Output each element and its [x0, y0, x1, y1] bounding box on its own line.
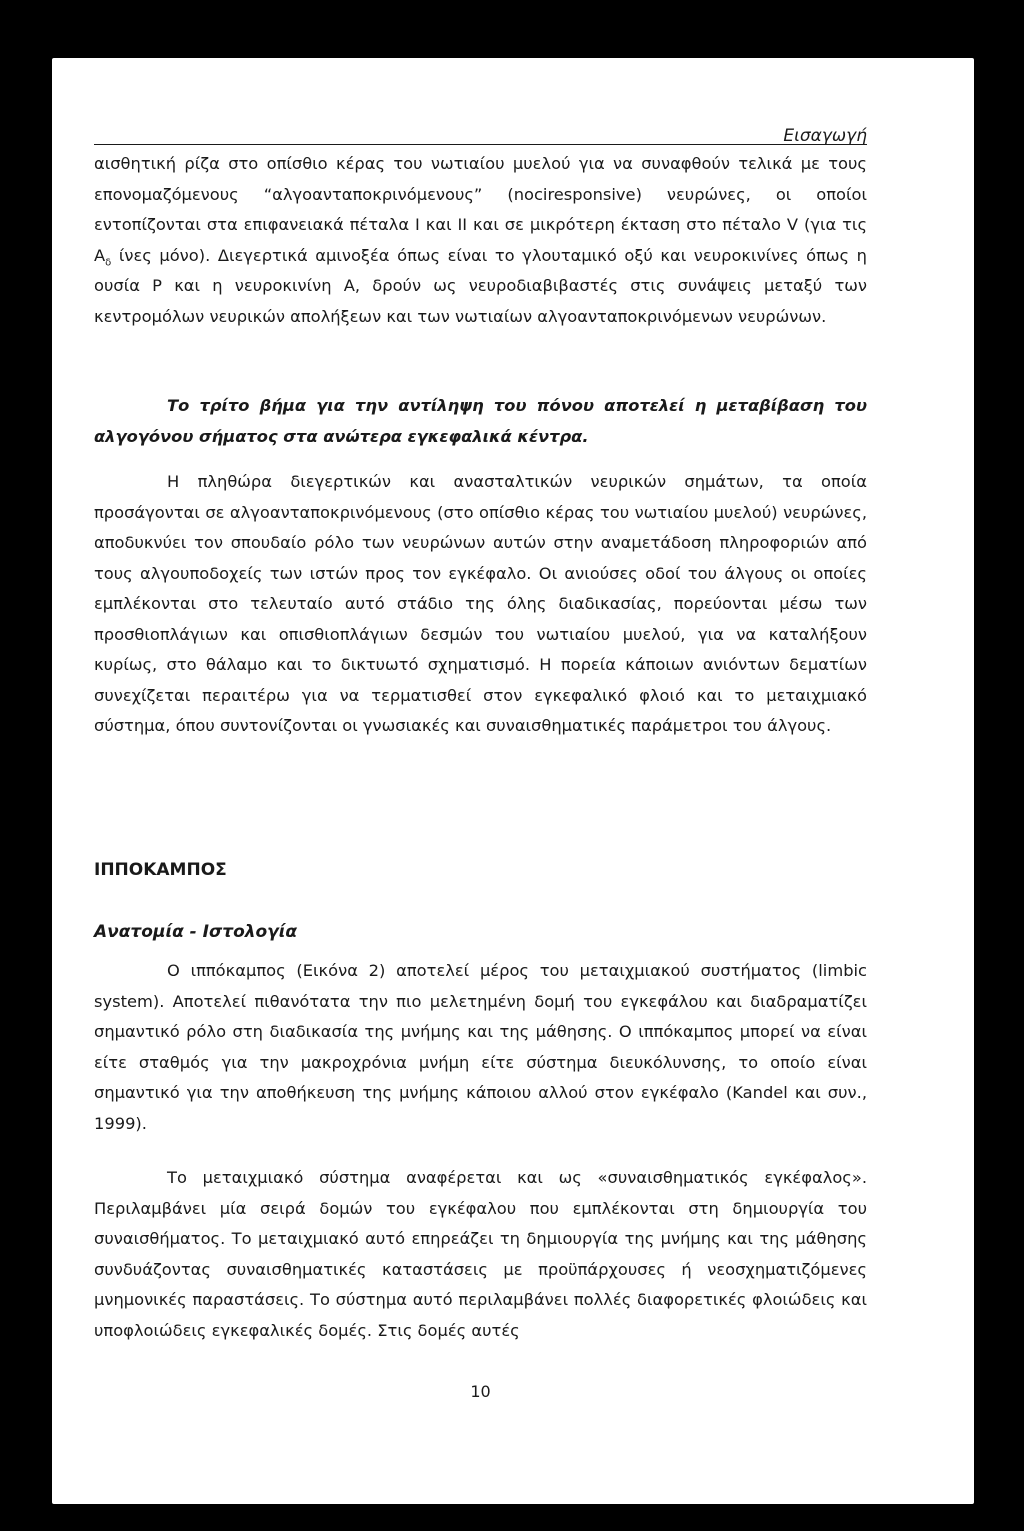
page-number: 10 — [470, 1382, 491, 1401]
running-header-title: Εισαγωγή — [783, 126, 867, 146]
paragraph-text-part-1: αισθητική ρίζα στο οπίσθιο κέρας του νωτιαίου μυελού για να συναφθούν τελικά με τους επονομαζόμενους “αλγοανταποκρινόμενους” (nociresponsive) νευρώνες, οι οποίοι εντοπίζονται στα επιφανειακά πέταλα I και II και σε μικρότερη έκταση στο πέταλο V (για τις A — [94, 154, 867, 265]
section-subheading: Ανατομία - Ιστολογία — [94, 922, 298, 942]
section-heading: ΙΠΠΟΚΑΜΠΟΣ — [94, 860, 227, 880]
subscript-delta: δ — [105, 256, 112, 268]
paragraph-limbic-system: Το μεταιχμιακό σύστημα αναφέρεται και ως «συναισθηματικός εγκέφαλος». Περιλαμβάνει μία σειρά δομών του εγκέφαλου που εμπλέκονται στη δημιουργία του συναισθήματος. Το μεταιχμιακό αυτό επηρεάζει τη δημιουργία της μνήμης και της μάθησης συνδυάζοντας συναισθηματικές καταστάσεις με προϋπάρχουσες ή νεοσχηματιζόμενες μνημονικές παραστάσεις. Το σύστημα αυτό περιλαμβάνει πολλές διαφορετικές φλοιώδεις και υποφλοιώδεις εγκεφαλικές δομές. Στις δομές αυτές — [94, 1168, 867, 1340]
paragraph-continuation — [94, 149, 867, 332]
paragraph-text-part-2: ίνες μόνο). Διεγερτικά αμινοξέα όπως είναι το γλουταμικό οξύ και νευροκινίνες όπως η ουσία P και η νευροκινίνη A, δρούν ως νευροδιαβιβαστές στις συνάψεις μεταξύ των κεντρομόλων νευρικών απολήξεων και των νωτιαίων αλγοανταποκρινόμενων νευρώνων. — [94, 245, 867, 326]
running-header — [94, 120, 867, 145]
paragraph-hippocampus: Ο ιππόκαμπος (Εικόνα 2) αποτελεί μέρος του μεταιχμιακού συστήματος (limbic system). Αποτελεί πιθανότατα την πιο μελετημένη δομή του εγκεφάλου και διαδραματίζει σημαντικό ρόλο στη διαδικασία της μνήμης και της μάθησης. Ο ιππόκαμπος μπορεί να είναι είτε σταθμός για την μακροχρόνια μνήμη είτε σύστημα διευκόλυνσης, το οποίο είναι σημαντικό για την αποθήκευση της μνήμης κάποιου αλλού στον εγκέφαλο (Kandel και συν., 1999). — [94, 961, 867, 1133]
paragraph-emphasis: Το τρίτο βήμα για την αντίληψη του πόνου αποτελεί η μεταβίβαση του αλγογόνου σήματος στα ανώτερα εγκεφαλικά κέντρα. — [94, 396, 867, 446]
paragraph-body: Η πληθώρα διεγερτικών και ανασταλτικών νευρικών σημάτων, τα οποία προσάγονται σε αλγοανταποκρινόμενους (στο οπίσθιο κέρας του νωτιαίου μυελού) νευρώνες, αποδυκνύει τον σπουδαίο ρόλο των νευρώνων αυτών στην αναμετάδοση πληροφοριών από τους αλγουποδοχείς των ιστών προς τον εγκέφαλο. Οι ανιούσες οδοί του άλγους οι οποίες εμπλέκονται στο τελευταίο αυτό στάδιο της όλης διαδικασίας, πορεύονται μέσω των προσθιοπλάγιων και οπισθιοπλάγιων δεσμών του νωτιαίου μυελού, για να καταλήξουν κυρίως, στο θάλαμο και το δικτυωτό σχηματισμό. Η πορεία κάποιων ανιόντων δεματίων συνεχίζεται περαιτέρω για να τερματισθεί στον εγκεφαλικό φλοιό και το μεταιχμιακό σύστημα, όπου συντονίζονται οι γνωσιακές και συναισθηματικές παράμετροι του άλγους. — [94, 472, 867, 735]
